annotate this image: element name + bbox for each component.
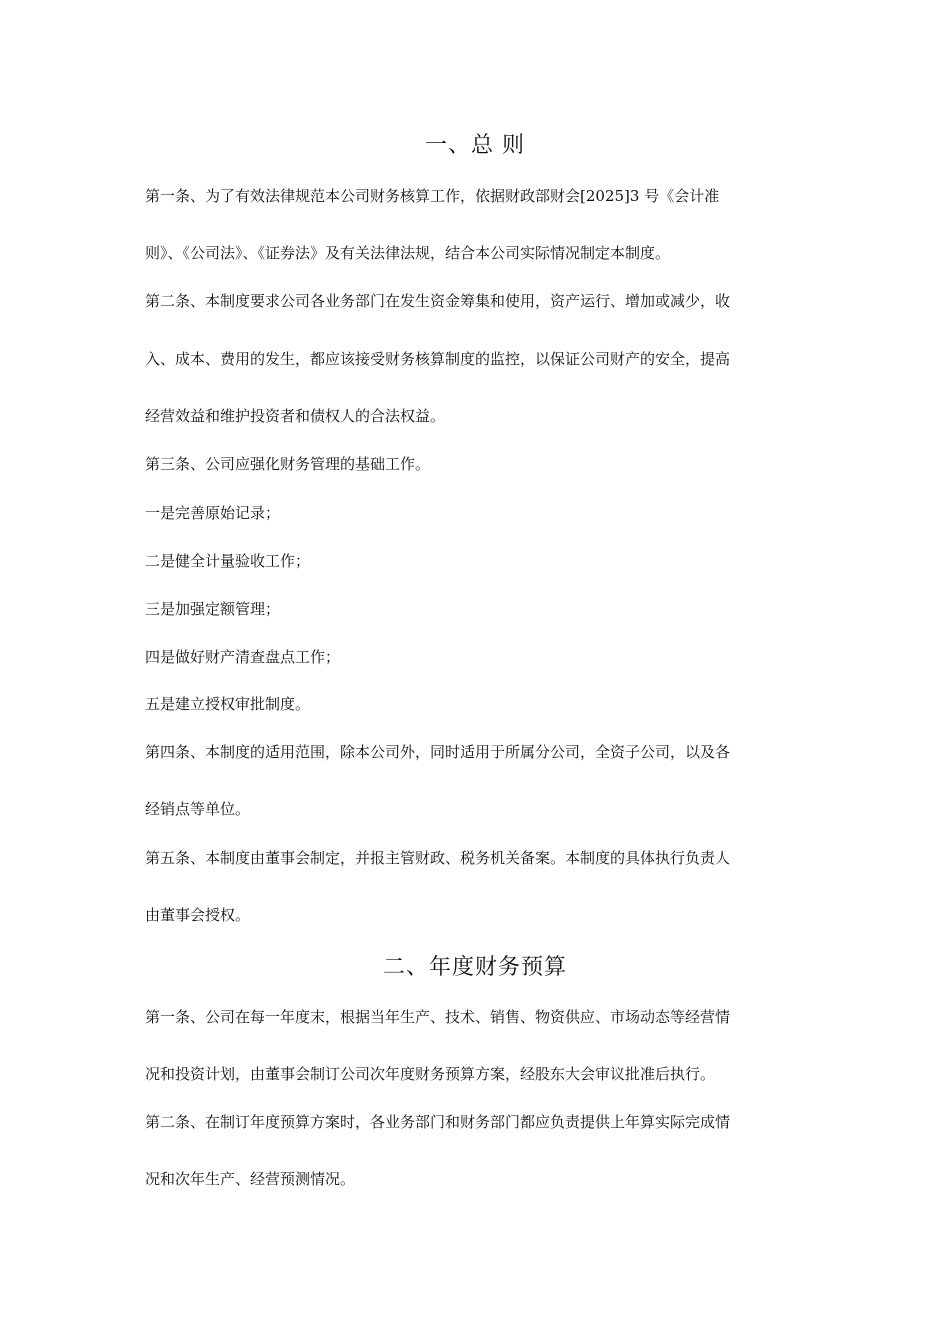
section-1-line: 入、成本、费用的发生，都应该接受财务核算制度的监控，以保证公司财产的安全，提高 (145, 350, 731, 368)
section-2-line: 第二条、在制订年度预算方案时，各业务部门和财务部门都应负责提供上年算实际完成情 (145, 1113, 731, 1131)
section-2-line: 第一条、公司在每一年度末，根据当年生产、技术、销售、物资供应、市场动态等经营情 (145, 1008, 731, 1026)
section-2-line: 况和次年生产、经营预测情况。 (145, 1170, 356, 1188)
section-1-line: 二是健全计量验收工作； (145, 552, 311, 570)
section-1-line: 第四条、本制度的适用范围，除本公司外，同时适用于所属分公司，全资子公司，以及各 (145, 743, 731, 761)
section-1-line: 一是完善原始记录； (145, 504, 281, 522)
section-1-line: 第二条、本制度要求公司各业务部门在发生资金筹集和使用，资产运行、增加或减少，收 (145, 292, 731, 310)
section-1-line: 则》、《公司法》、《证券法》及有关法律法规，结合本公司实际情况制定本制度。 (145, 244, 671, 262)
section-1-line: 四是做好财产清查盘点工作； (145, 648, 341, 666)
section-2-title: 二、年度财务预算 (382, 955, 567, 980)
section-1-line: 经营效益和维护投资者和债权人的合法权益。 (145, 407, 446, 425)
section-1-title: 一、总 则 (425, 133, 525, 158)
section-1-line: 第五条、本制度由董事会制定，并报主管财政、税务机关备案。本制度的具体执行负责人 (145, 849, 731, 867)
section-1-line: 第三条、公司应强化财务管理的基础工作。 (145, 455, 431, 473)
section-1-line: 五是建立授权审批制度。 (145, 695, 311, 713)
section-1-line: 由董事会授权。 (145, 906, 251, 924)
section-1-line: 三是加强定额管理； (145, 600, 281, 618)
section-2-line: 况和投资计划，由董事会制订公司次年度财务预算方案，经股东大会审议批准后执行。 (145, 1065, 716, 1083)
section-1-line: 经销点等单位。 (145, 800, 251, 818)
section-1-line: 第一条、为了有效法律规范本公司财务核算工作，依据财政部财会[2025]3 号《会计准 (145, 187, 720, 205)
